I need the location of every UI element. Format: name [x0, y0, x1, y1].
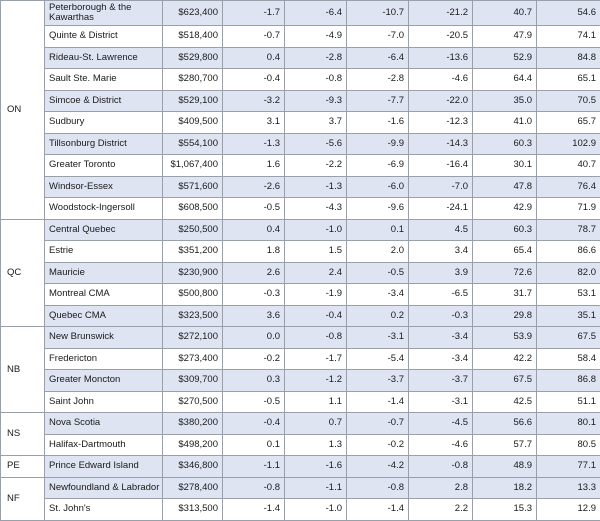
change-6-cell: 51.1 — [537, 391, 600, 413]
benchmark-price-cell: $380,200 — [163, 413, 223, 435]
change-6-cell: 80.5 — [537, 434, 600, 456]
change-6-cell: 65.7 — [537, 112, 600, 134]
change-3-cell: -3.4 — [347, 284, 409, 306]
table-row — [1, 26, 600, 48]
region-name-cell: New Brunswick — [45, 327, 163, 349]
table-row — [1, 434, 600, 456]
region-name-cell: Peterborough & the Kawarthas — [45, 1, 163, 26]
region-name-cell: Sudbury — [45, 112, 163, 134]
change-1-cell: 0.1 — [223, 434, 285, 456]
change-5-cell: 42.2 — [473, 348, 537, 370]
region-name-cell: Nova Scotia — [45, 413, 163, 435]
change-1-cell: -1.3 — [223, 133, 285, 155]
change-3-cell: -0.2 — [347, 434, 409, 456]
change-5-cell: 29.8 — [473, 305, 537, 327]
change-4-cell: -21.2 — [409, 1, 473, 26]
change-5-cell: 56.6 — [473, 413, 537, 435]
change-3-cell: -1.6 — [347, 112, 409, 134]
change-6-cell: 76.4 — [537, 176, 600, 198]
benchmark-price-cell: $278,400 — [163, 477, 223, 499]
table-row — [1, 241, 600, 263]
change-6-cell: 86.6 — [537, 241, 600, 263]
benchmark-price-cell: $500,800 — [163, 284, 223, 306]
change-1-cell: -3.2 — [223, 90, 285, 112]
change-6-cell: 67.5 — [537, 327, 600, 349]
change-2-cell: -2.8 — [285, 47, 347, 69]
benchmark-price-cell: $313,500 — [163, 499, 223, 521]
change-2-cell: -1.1 — [285, 477, 347, 499]
benchmark-price-cell: $250,500 — [163, 219, 223, 241]
change-3-cell: -4.2 — [347, 456, 409, 478]
change-1-cell: 3.1 — [223, 112, 285, 134]
change-5-cell: 60.3 — [473, 219, 537, 241]
table-row — [1, 305, 600, 327]
change-1-cell: -0.7 — [223, 26, 285, 48]
benchmark-price-cell: $529,100 — [163, 90, 223, 112]
change-1-cell: -1.7 — [223, 1, 285, 26]
change-3-cell: -9.6 — [347, 198, 409, 220]
change-5-cell: 47.8 — [473, 176, 537, 198]
benchmark-price-cell: $554,100 — [163, 133, 223, 155]
change-6-cell: 54.6 — [537, 1, 600, 26]
benchmark-price-cell: $230,900 — [163, 262, 223, 284]
region-name-cell: Mauricie — [45, 262, 163, 284]
change-1-cell: 1.8 — [223, 241, 285, 263]
benchmark-price-cell: $309,700 — [163, 370, 223, 392]
change-6-cell: 53.1 — [537, 284, 600, 306]
change-4-cell: -4.5 — [409, 413, 473, 435]
change-1-cell: 2.6 — [223, 262, 285, 284]
change-4-cell: -3.1 — [409, 391, 473, 413]
change-3-cell: -0.7 — [347, 413, 409, 435]
change-5-cell: 35.0 — [473, 90, 537, 112]
change-1-cell: -0.5 — [223, 391, 285, 413]
benchmark-price-cell: $346,800 — [163, 456, 223, 478]
table-row — [1, 219, 600, 241]
benchmark-price-cell: $273,400 — [163, 348, 223, 370]
change-2-cell: -1.6 — [285, 456, 347, 478]
table-row — [1, 176, 600, 198]
change-2-cell: -5.6 — [285, 133, 347, 155]
benchmark-price-cell: $529,800 — [163, 47, 223, 69]
change-2-cell: -4.3 — [285, 198, 347, 220]
change-4-cell: -3.4 — [409, 327, 473, 349]
change-3-cell: -3.1 — [347, 327, 409, 349]
change-5-cell: 30.1 — [473, 155, 537, 177]
change-2-cell: -1.2 — [285, 370, 347, 392]
table-row — [1, 327, 600, 349]
benchmark-price-cell: $498,200 — [163, 434, 223, 456]
change-6-cell: 40.7 — [537, 155, 600, 177]
table-row — [1, 370, 600, 392]
change-2-cell: -2.2 — [285, 155, 347, 177]
change-4-cell: -7.0 — [409, 176, 473, 198]
table-body — [1, 1, 600, 521]
change-2-cell: -1.9 — [285, 284, 347, 306]
table-row — [1, 262, 600, 284]
change-1-cell: -0.2 — [223, 348, 285, 370]
change-2-cell: -1.0 — [285, 499, 347, 521]
change-5-cell: 41.0 — [473, 112, 537, 134]
region-name-cell: Greater Toronto — [45, 155, 163, 177]
benchmark-price-cell: $409,500 — [163, 112, 223, 134]
change-6-cell: 77.1 — [537, 456, 600, 478]
change-4-cell: -13.6 — [409, 47, 473, 69]
table-row — [1, 155, 600, 177]
region-name-cell: Simcoe & District — [45, 90, 163, 112]
change-6-cell: 35.1 — [537, 305, 600, 327]
change-4-cell: -24.1 — [409, 198, 473, 220]
change-2-cell: -4.9 — [285, 26, 347, 48]
change-1-cell: -0.4 — [223, 69, 285, 91]
change-2-cell: 0.7 — [285, 413, 347, 435]
region-name-cell: Fredericton — [45, 348, 163, 370]
benchmark-price-cell: $270,500 — [163, 391, 223, 413]
change-4-cell: -6.5 — [409, 284, 473, 306]
table-row — [1, 1, 600, 26]
change-2-cell: -1.7 — [285, 348, 347, 370]
province-label: PE — [1, 456, 45, 478]
region-name-cell: Woodstock-Ingersoll — [45, 198, 163, 220]
change-6-cell: 71.9 — [537, 198, 600, 220]
change-6-cell: 82.0 — [537, 262, 600, 284]
change-5-cell: 31.7 — [473, 284, 537, 306]
table-row — [1, 477, 600, 499]
change-2-cell: 1.5 — [285, 241, 347, 263]
change-4-cell: -12.3 — [409, 112, 473, 134]
change-4-cell: -3.4 — [409, 348, 473, 370]
change-6-cell: 80.1 — [537, 413, 600, 435]
region-name-cell: Quinte & District — [45, 26, 163, 48]
change-6-cell: 13.3 — [537, 477, 600, 499]
change-5-cell: 57.7 — [473, 434, 537, 456]
change-5-cell: 53.9 — [473, 327, 537, 349]
province-label: NF — [1, 477, 45, 520]
change-3-cell: 2.0 — [347, 241, 409, 263]
change-4-cell: -20.5 — [409, 26, 473, 48]
change-3-cell: 0.2 — [347, 305, 409, 327]
change-3-cell: -1.4 — [347, 391, 409, 413]
change-5-cell: 64.4 — [473, 69, 537, 91]
change-2-cell: 1.3 — [285, 434, 347, 456]
change-1-cell: 0.0 — [223, 327, 285, 349]
change-1-cell: 0.4 — [223, 219, 285, 241]
change-6-cell: 102.9 — [537, 133, 600, 155]
change-3-cell: -9.9 — [347, 133, 409, 155]
change-4-cell: -16.4 — [409, 155, 473, 177]
change-3-cell: -0.5 — [347, 262, 409, 284]
change-6-cell: 65.1 — [537, 69, 600, 91]
table-row — [1, 456, 600, 478]
change-2-cell: -6.4 — [285, 1, 347, 26]
region-name-cell: Halifax-Dartmouth — [45, 434, 163, 456]
change-1-cell: -1.1 — [223, 456, 285, 478]
change-2-cell: -0.4 — [285, 305, 347, 327]
change-1-cell: 1.6 — [223, 155, 285, 177]
benchmark-price-cell: $518,400 — [163, 26, 223, 48]
region-name-cell: Tillsonburg District — [45, 133, 163, 155]
change-3-cell: -6.9 — [347, 155, 409, 177]
region-name-cell: Saint John — [45, 391, 163, 413]
change-6-cell: 74.1 — [537, 26, 600, 48]
benchmark-price-cell: $608,500 — [163, 198, 223, 220]
region-name-cell: Newfoundland & Labrador — [45, 477, 163, 499]
table-row — [1, 284, 600, 306]
change-4-cell: -14.3 — [409, 133, 473, 155]
change-4-cell: -4.6 — [409, 434, 473, 456]
change-4-cell: 2.8 — [409, 477, 473, 499]
change-2-cell: 2.4 — [285, 262, 347, 284]
province-label: NS — [1, 413, 45, 456]
table-row — [1, 348, 600, 370]
region-name-cell: Greater Moncton — [45, 370, 163, 392]
change-5-cell: 65.4 — [473, 241, 537, 263]
change-2-cell: -9.3 — [285, 90, 347, 112]
change-4-cell: -0.8 — [409, 456, 473, 478]
region-name-cell: Montreal CMA — [45, 284, 163, 306]
change-4-cell: -4.6 — [409, 69, 473, 91]
province-label: QC — [1, 219, 45, 327]
region-name-cell: St. John's — [45, 499, 163, 521]
change-6-cell: 70.5 — [537, 90, 600, 112]
change-1-cell: 3.6 — [223, 305, 285, 327]
region-name-cell: Central Quebec — [45, 219, 163, 241]
change-3-cell: -3.7 — [347, 370, 409, 392]
change-3-cell: -7.0 — [347, 26, 409, 48]
benchmark-price-cell: $571,600 — [163, 176, 223, 198]
change-1-cell: -0.4 — [223, 413, 285, 435]
table-row — [1, 198, 600, 220]
region-name-cell: Estrie — [45, 241, 163, 263]
change-4-cell: 3.4 — [409, 241, 473, 263]
region-name-cell: Windsor-Essex — [45, 176, 163, 198]
change-5-cell: 47.9 — [473, 26, 537, 48]
change-3-cell: -10.7 — [347, 1, 409, 26]
change-4-cell: -0.3 — [409, 305, 473, 327]
change-5-cell: 72.6 — [473, 262, 537, 284]
province-label: NB — [1, 327, 45, 413]
table-row — [1, 413, 600, 435]
change-3-cell: -0.8 — [347, 477, 409, 499]
change-4-cell: -22.0 — [409, 90, 473, 112]
change-3-cell: -1.4 — [347, 499, 409, 521]
change-1-cell: -0.8 — [223, 477, 285, 499]
change-2-cell: 3.7 — [285, 112, 347, 134]
change-3-cell: -2.8 — [347, 69, 409, 91]
table-row — [1, 47, 600, 69]
change-6-cell: 78.7 — [537, 219, 600, 241]
table-row — [1, 112, 600, 134]
benchmark-price-cell: $280,700 — [163, 69, 223, 91]
change-1-cell: 0.4 — [223, 47, 285, 69]
change-6-cell: 86.8 — [537, 370, 600, 392]
table-row — [1, 133, 600, 155]
benchmark-price-cell: $351,200 — [163, 241, 223, 263]
change-4-cell: 3.9 — [409, 262, 473, 284]
change-5-cell: 18.2 — [473, 477, 537, 499]
change-6-cell: 84.8 — [537, 47, 600, 69]
region-name-cell: Sault Ste. Marie — [45, 69, 163, 91]
change-3-cell: 0.1 — [347, 219, 409, 241]
table-row — [1, 499, 600, 521]
benchmark-price-cell: $1,067,400 — [163, 155, 223, 177]
change-5-cell: 42.9 — [473, 198, 537, 220]
change-6-cell: 12.9 — [537, 499, 600, 521]
change-4-cell: 2.2 — [409, 499, 473, 521]
region-name-cell: Prince Edward Island — [45, 456, 163, 478]
change-5-cell: 67.5 — [473, 370, 537, 392]
change-5-cell: 42.5 — [473, 391, 537, 413]
change-3-cell: -6.4 — [347, 47, 409, 69]
change-5-cell: 40.7 — [473, 1, 537, 26]
change-1-cell: -1.4 — [223, 499, 285, 521]
change-3-cell: -6.0 — [347, 176, 409, 198]
change-3-cell: -5.4 — [347, 348, 409, 370]
change-5-cell: 52.9 — [473, 47, 537, 69]
table-row — [1, 90, 600, 112]
change-5-cell: 60.3 — [473, 133, 537, 155]
region-name-cell: Quebec CMA — [45, 305, 163, 327]
table-row — [1, 69, 600, 91]
change-5-cell: 48.9 — [473, 456, 537, 478]
change-1-cell: -0.5 — [223, 198, 285, 220]
change-4-cell: -3.7 — [409, 370, 473, 392]
province-label: ON — [1, 1, 45, 220]
table-row — [1, 391, 600, 413]
change-5-cell: 15.3 — [473, 499, 537, 521]
change-2-cell: -1.0 — [285, 219, 347, 241]
change-1-cell: 0.3 — [223, 370, 285, 392]
change-2-cell: -0.8 — [285, 327, 347, 349]
benchmark-price-cell: $323,500 — [163, 305, 223, 327]
benchmark-price-cell: $623,400 — [163, 1, 223, 26]
change-4-cell: 4.5 — [409, 219, 473, 241]
change-3-cell: -7.7 — [347, 90, 409, 112]
region-name-cell: Rideau-St. Lawrence — [45, 47, 163, 69]
benchmark-price-cell: $272,100 — [163, 327, 223, 349]
change-2-cell: -1.3 — [285, 176, 347, 198]
change-2-cell: -0.8 — [285, 69, 347, 91]
change-2-cell: 1.1 — [285, 391, 347, 413]
change-1-cell: -2.6 — [223, 176, 285, 198]
change-1-cell: -0.3 — [223, 284, 285, 306]
change-6-cell: 58.4 — [537, 348, 600, 370]
